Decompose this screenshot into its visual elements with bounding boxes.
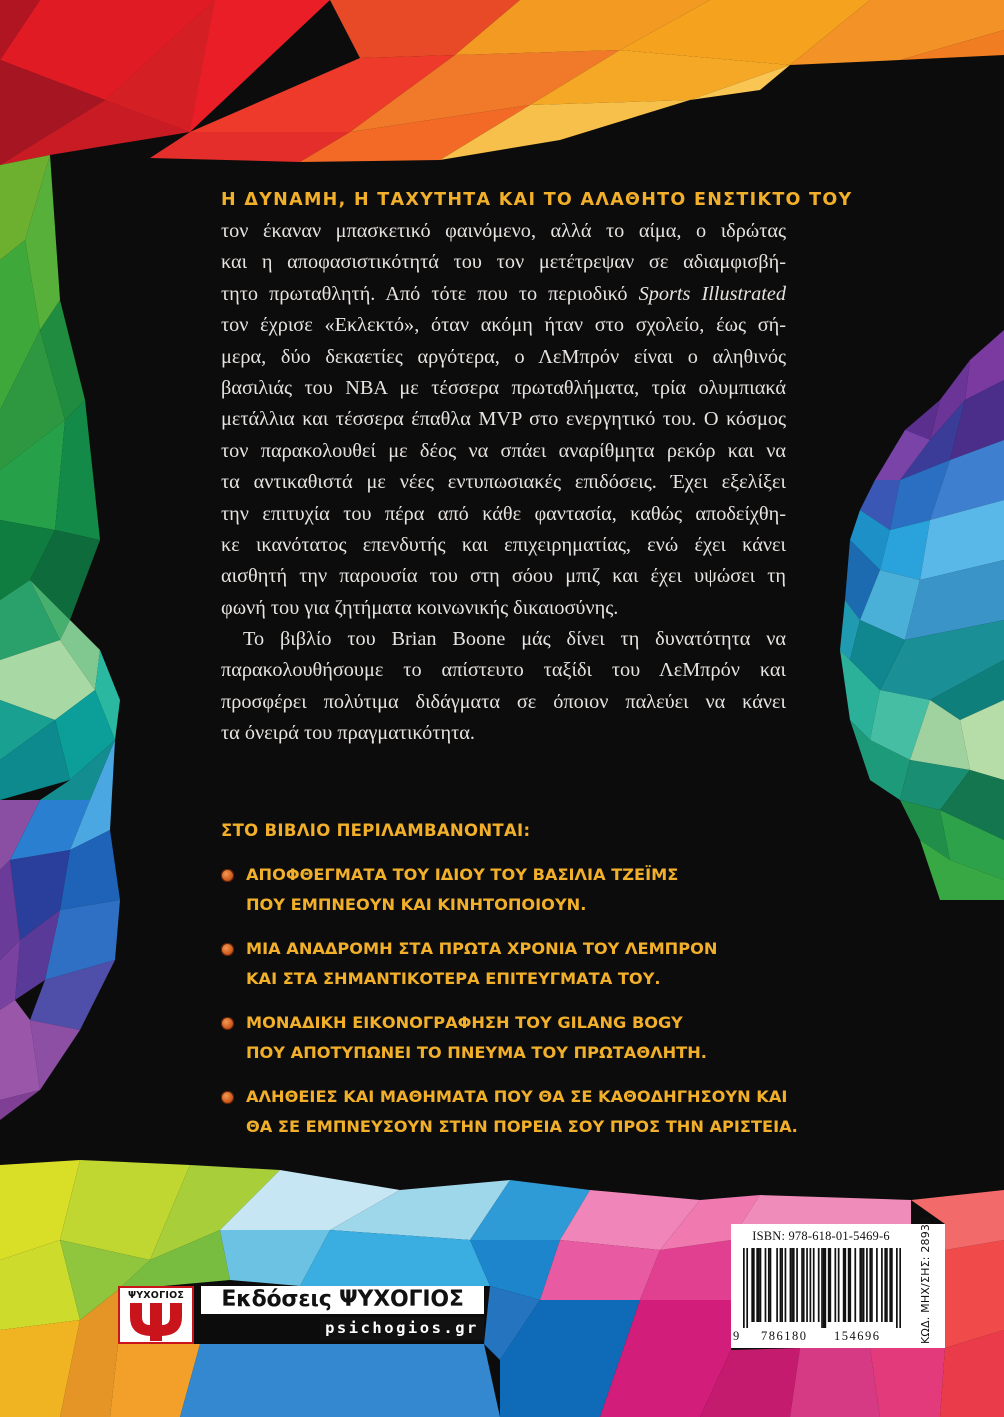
barcode-bar — [876, 1248, 878, 1322]
blurb-line: παρακολουθήσουμε το απίστευτο ταξίδι του ΛεΜπρόν και — [221, 659, 786, 682]
blurb-line: τον παρακολουθεί με δέος να σπάει αναρίθμητα ρεκόρ και να — [221, 439, 786, 462]
basketball-bullet-icon — [221, 869, 234, 882]
barcode-bar — [886, 1248, 888, 1322]
barcode-bar — [791, 1248, 793, 1322]
barcode-bar — [758, 1248, 760, 1322]
barcode-bar — [823, 1248, 825, 1328]
barcode-bar — [824, 1248, 826, 1328]
blurb-line: τα αντικαθιστά με νέες εντυπωσιακές επιδόσεις. Έχει εξελίξει — [221, 471, 786, 494]
barcode — [743, 1248, 901, 1328]
list-item-line: ΑΛΗΘΕΙΕΣ ΚΑΙ ΜΑΘΗΜΑΤΑ ΠΟΥ ΘΑ ΣΕ ΚΑΘΟΔΗΓΗΣΟΥΝ ΚΑΙ — [246, 1087, 788, 1106]
blurb-line — [221, 279, 786, 310]
blurb-line: βασιλιάς του NBA με τέσσερα πρωταθλήματα, τρία ολυμπιακά — [221, 376, 786, 399]
barcode-bar — [810, 1248, 812, 1322]
publisher-logo — [118, 1286, 484, 1344]
barcode-bar — [843, 1248, 845, 1322]
list-item-line: ΜΟΝΑΔΙΚΗ ΕΙΚΟΝΟΓΡΑΦΗΣΗ ΤΟΥ GILANG BOGY — [246, 1013, 683, 1032]
barcode-digits-right: 154696 — [834, 1329, 881, 1343]
barcode-bar — [866, 1248, 868, 1322]
list-item-line: ΚΑΙ ΣΤΑ ΣΗΜΑΝΤΙΚΟΤΕΡΑ ΕΠΙΤΕΥΓΜΑΤΑ ΤΟΥ. — [246, 969, 661, 988]
barcode-bar — [781, 1248, 783, 1322]
list-item-line: ΠΟΥ ΑΠΟΤΥΠΩΝΕΙ ΤΟ ΠΝΕΥΜΑ ΤΟΥ ΠΡΩΤΑΘΛΗΤΗ. — [246, 1043, 707, 1062]
barcode-bar — [818, 1248, 820, 1322]
barcode-bar — [751, 1248, 753, 1322]
psi-icon — [120, 1301, 192, 1343]
blurb-line: την επιτυχία του πέρα από κάθε φαντασία, καθώς αποδείχθη- — [221, 502, 786, 525]
headline: Η ΔΥΝΑΜΗ, Η ΤΑΧΥΤΗΤΑ ΚΑΙ ΤΟ ΑΛΑΘΗΤΟ ΕΝΣΤΙΚΤΟ ΤΟΥ — [221, 190, 853, 210]
psi-logo — [118, 1286, 194, 1344]
barcode-digit-first: 9 — [733, 1329, 740, 1343]
blurb-line: αισθητή την παρουσία του στη σόου μπιζ και έχει υψώσει τη — [221, 565, 786, 588]
barcode-bar — [871, 1248, 873, 1322]
barcode-bar — [803, 1248, 805, 1322]
barcode-bar — [770, 1248, 772, 1322]
barcode-bar — [869, 1248, 871, 1322]
blurb-line: προσφέρει πολύτιμα διδάγματα σε όποιον παλεύει να κάνει — [221, 690, 786, 713]
blurb-line: Το βιβλίο του Brian Boone μάς δίνει τη δυνατότητα να — [243, 628, 786, 651]
product-code-box — [911, 1216, 945, 1348]
barcode-bar — [806, 1248, 808, 1322]
basketball-bullet-icon — [221, 943, 234, 956]
publisher-name: Εκδόσεις ΨΥΧΟΓΙΟΣ — [201, 1286, 484, 1314]
blurb-line: μερα, δύο δεκαετίες αργότερα, ο ΛεΜπρόν είναι ο αληθινός — [221, 345, 786, 368]
barcode-bar — [854, 1248, 856, 1322]
barcode-bar — [813, 1248, 815, 1322]
list-item-line: ΑΠΟΦΘΕΓΜΑΤΑ ΤΟΥ ΙΔΙΟΥ ΤΟΥ ΒΑΣΙΛΙΑ ΤΖΕΪΜΣ — [246, 865, 679, 884]
barcode-bar — [760, 1248, 762, 1322]
blurb-line: και η αποφασιστικότητά του τον μετέτρεψαν σε αδιαμφισβή- — [221, 251, 786, 274]
isbn-label: ISBN: 978-618-01-5469-6 — [752, 1229, 890, 1243]
product-code: ΚΩΔ. ΜΗΧ/ΣΗΣ: 28934 — [919, 1216, 932, 1344]
barcode-bar — [881, 1248, 883, 1322]
barcode-bar — [899, 1248, 901, 1328]
barcode-bar — [821, 1248, 823, 1328]
barcode-bar — [889, 1248, 891, 1322]
barcode-bar — [756, 1248, 758, 1322]
barcode-bar — [896, 1248, 898, 1328]
blurb-text: τητο πρωταθλητή. Από τότε που το περιοδικό — [221, 282, 639, 305]
blurb — [221, 184, 853, 750]
barcode-bar — [884, 1248, 886, 1322]
barcode-bar — [776, 1248, 778, 1322]
list-item — [221, 1082, 821, 1142]
barcode-bar — [848, 1248, 850, 1322]
barcode-bar — [859, 1248, 861, 1322]
list-item — [221, 1008, 821, 1068]
barcode-bar — [838, 1248, 840, 1322]
basketball-bullet-icon — [221, 1091, 234, 1104]
list-item-line: ΠΟΥ ΕΜΠΝΕΟΥΝ ΚΑΙ ΚΙΝΗΤΟΠΟΙΟΥΝ. — [246, 895, 587, 914]
barcode-bar — [863, 1248, 865, 1322]
list-item-line: ΜΙΑ ΑΝΑΔΡΟΜΗ ΣΤΑ ΠΡΩΤΑ ΧΡΟΝΙΑ ΤΟΥ ΛΕΜΠΡΟΝ — [246, 939, 718, 958]
barcode-bar — [746, 1248, 748, 1328]
includes-title: ΣΤΟ ΒΙΒΛΙΟ ΠΕΡΙΛΑΜΒΑΝΟΝΤΑΙ: — [221, 821, 531, 840]
logo-wordmark: ΨΥΧΟΓΙΟΣ — [127, 1290, 185, 1301]
barcode-bar — [790, 1248, 792, 1322]
blurb-line: τον έκαναν μπασκετικό φαινόμενο, αλλά το αίμα, ο ιδρώτας — [221, 220, 786, 242]
barcode-bar — [793, 1248, 795, 1322]
magazine-title: Sports Illustrated — [638, 282, 786, 305]
basketball-bullet-icon — [221, 1017, 234, 1030]
barcode-digits-left: 786180 — [761, 1329, 808, 1343]
barcode-bar — [891, 1248, 893, 1322]
barcode-bar — [834, 1248, 836, 1322]
isbn-barcode — [731, 1224, 911, 1348]
barcode-bar — [796, 1248, 798, 1322]
blurb-line: φωνή του για ζητήματα κοινωνικής δικαιοσύνης. — [221, 596, 619, 619]
publisher-url: psichogios.gr — [320, 1317, 484, 1340]
barcode-bar — [743, 1248, 745, 1328]
blurb-line: κε ικανότατος επενδυτής και επιχειρηματίας, ενώ έχει κάνει — [221, 533, 786, 556]
barcode-bar — [765, 1248, 767, 1322]
barcode-bar — [828, 1248, 830, 1322]
barcode-bar — [844, 1248, 846, 1322]
blurb-line: μετάλλια και τέσσερα έπαθλα MVP στο ενεργητικό του. Ο κόσμος — [221, 408, 786, 431]
barcode-bar — [780, 1248, 782, 1322]
list-item — [221, 934, 821, 994]
blurb-line: τα όνειρά του πραγματικότητα. — [221, 722, 475, 745]
barcode-bar — [801, 1248, 803, 1322]
barcode-bar — [785, 1248, 787, 1322]
barcode-bar — [753, 1248, 755, 1322]
book-includes — [221, 816, 821, 1142]
barcode-bar — [768, 1248, 770, 1322]
barcode-bar — [861, 1248, 863, 1322]
list-item — [221, 860, 821, 920]
blurb-line: τον έχρισε «Εκλεκτό», όταν ακόμη ήταν στο σχολείο, έως σή- — [221, 314, 786, 337]
list-item-line: ΘΑ ΣΕ ΕΜΠΝΕΥΣΟΥΝ ΣΤΗΝ ΠΟΡΕΙΑ ΣΟΥ ΠΡΟΣ ΤΗΝ ΑΡΙΣΤΕΙΑ. — [246, 1117, 798, 1136]
barcode-bar — [829, 1248, 831, 1322]
barcode-bar — [849, 1248, 851, 1322]
